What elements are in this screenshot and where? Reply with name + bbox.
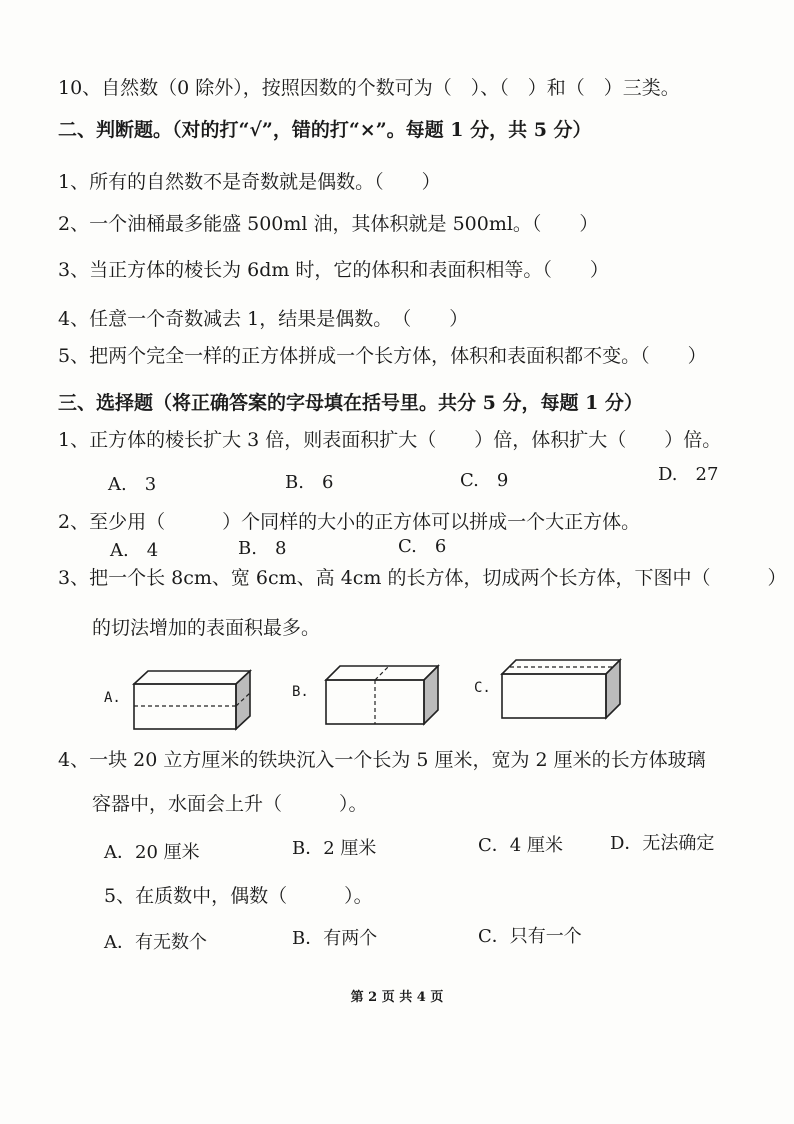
choice-question-5: 5、在质数中，偶数（ ）。 <box>104 885 373 907</box>
c4-option-b: B．2 厘米 <box>292 838 377 859</box>
c2-option-b: B. 8 <box>238 538 287 559</box>
choice-question-4-line-2: 容器中，水面会上升（ ）。 <box>92 793 368 815</box>
c4-option-d: D．无法确定 <box>610 833 715 854</box>
choice-question-4-line-1: 4、一块 20 立方厘米的铁块沉入一个长为 5 厘米，宽为 2 厘米的长方体玻璃 <box>58 749 706 771</box>
judge-question-4: 4、任意一个奇数减去 1，结果是偶数。 （ ） <box>58 308 469 330</box>
judge-question-2: 2、一个油桶最多能盛 500ml 油，其体积就是 500ml。（ ） <box>58 213 599 235</box>
judge-question-5: 5、把两个完全一样的正方体拼成一个长方体，体积和表面积都不变。（ ） <box>58 345 707 367</box>
c1-option-c: C. 9 <box>460 470 509 491</box>
c1-option-a: A. 3 <box>108 474 157 495</box>
c2-option-a: A. 4 <box>110 540 159 561</box>
judge-question-3: 3、当正方体的棱长为 6dm 时，它的体积和表面积相等。（ ） <box>58 259 609 281</box>
judge-question-1: 1、所有的自然数不是奇数就是偶数。（ ） <box>58 171 441 193</box>
c5-option-a: A．有无数个 <box>104 932 207 953</box>
c1-option-b: B. 6 <box>285 472 334 493</box>
c3-label-c: C. <box>474 680 491 696</box>
choice-question-1: 1、正方体的棱长扩大 3 倍，则表面积扩大（ ）倍，体积扩大（ ）倍。 <box>58 429 722 451</box>
c2-option-c: C. 6 <box>398 536 447 557</box>
choice-question-3-line-1: 3、把一个长 8cm、宽 6cm、高 4cm 的长方体，切成两个长方体，下图中（ ） <box>58 567 787 589</box>
c3-label-b: B. <box>292 684 309 700</box>
c4-option-c: C．4 厘米 <box>478 835 563 856</box>
choice-question-2: 2、至少用（ ）个同样的大小的正方体可以拼成一个大正方体。 <box>58 511 641 533</box>
choice-question-3-line-2: 的切法增加的表面积最多。 <box>92 617 321 639</box>
c1-option-d: D. 27 <box>658 464 719 485</box>
section-2-title: 二、判断题。（对的打“√”，错的打“×”。每题 1 分，共 5 分） <box>58 119 592 141</box>
cuboid-cut-b-figure <box>322 662 444 728</box>
c4-option-a: A．20 厘米 <box>104 842 200 863</box>
c3-label-a: A. <box>104 690 121 706</box>
page-footer: 第 2 页 共 4 页 <box>350 990 444 1005</box>
cuboid-cut-a-figure <box>130 668 255 732</box>
c5-option-c: C．只有一个 <box>478 926 582 947</box>
cuboid-cut-c-figure <box>498 656 624 722</box>
section-3-title: 三、选择题（将正确答案的字母填在括号里。共分 5 分，每题 1 分） <box>58 392 643 414</box>
question-10: 10、自然数（0 除外），按照因数的个数可为（ ）、（ ）和（ ）三类。 <box>58 77 680 99</box>
c5-option-b: B．有两个 <box>292 928 378 949</box>
